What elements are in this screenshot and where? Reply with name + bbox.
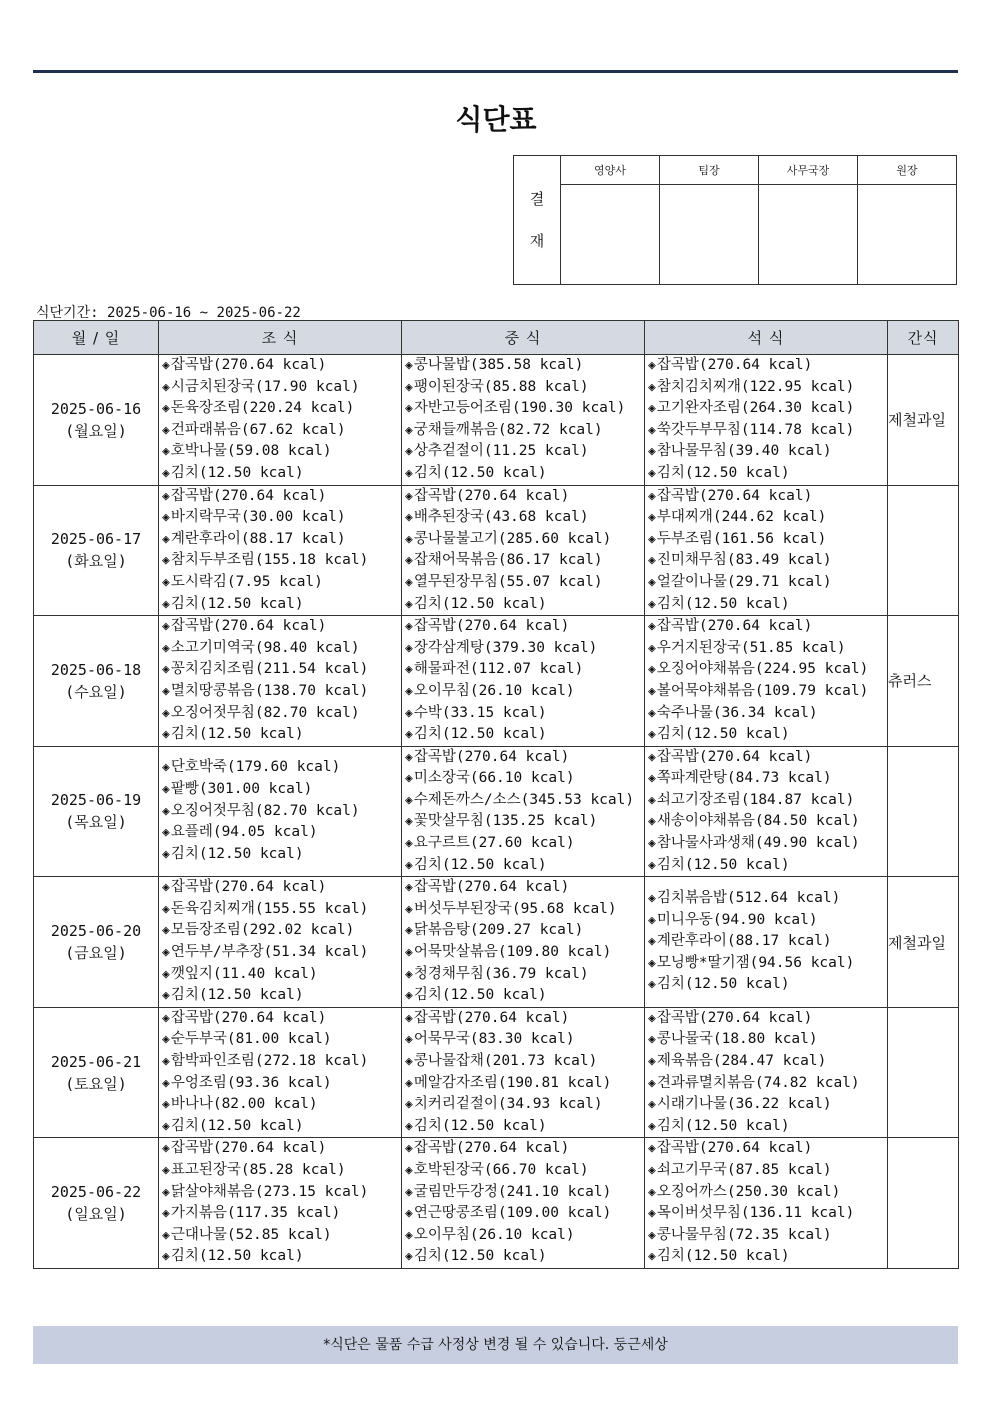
menu-item: ◈ 참치김치찌개(122.95 kcal) xyxy=(648,377,887,399)
dinner-cell xyxy=(645,355,888,486)
lunch-cell xyxy=(402,1138,645,1269)
table-row xyxy=(34,1007,959,1138)
top-divider xyxy=(33,70,958,73)
menu-item: ◈ 가지볶음(117.35 kcal) xyxy=(162,1203,401,1225)
approval-box xyxy=(513,155,957,285)
menu-item: ◈ 김치(12.50 kcal) xyxy=(648,724,887,746)
day-date: 2025-06-20 xyxy=(50,922,142,941)
approval-label xyxy=(514,156,561,285)
day-date: 2025-06-19 xyxy=(50,791,142,810)
menu-item: ◈ 잡곡밥(270.64 kcal) xyxy=(162,877,401,899)
menu-item: ◈ 김치(12.50 kcal) xyxy=(648,974,887,996)
breakfast-cell xyxy=(159,746,402,877)
menu-item: ◈ 미니우동(94.90 kcal) xyxy=(648,910,887,932)
signature-cell[interactable] xyxy=(660,185,759,285)
day-cell xyxy=(34,1138,159,1269)
menu-item: ◈ 잡곡밥(270.64 kcal) xyxy=(648,486,887,508)
breakfast-cell xyxy=(159,616,402,747)
day-weekday: (월요일) xyxy=(65,421,127,440)
menu-item: ◈ 모닝빵*딸기잼(94.56 kcal) xyxy=(648,953,887,975)
lunch-cell xyxy=(402,355,645,486)
footer-note: *식단은 물품 수급 사정상 변경 될 수 있습니다. 둥근세상 xyxy=(33,1326,958,1364)
day-weekday: (토요일) xyxy=(65,1074,127,1093)
menu-item: ◈ 김치(12.50 kcal) xyxy=(405,1246,644,1268)
header-day: 월 / 일 xyxy=(34,321,159,355)
menu-item: ◈ 김치(12.50 kcal) xyxy=(405,855,644,877)
dinner-cell xyxy=(645,616,888,747)
snack-cell xyxy=(888,746,959,877)
menu-item: ◈ 순두부국(81.00 kcal) xyxy=(162,1029,401,1051)
menu-item: ◈ 버섯두부된장국(95.68 kcal) xyxy=(405,899,644,921)
menu-item: ◈ 김치(12.50 kcal) xyxy=(405,985,644,1007)
menu-item: ◈ 시금치된장국(17.90 kcal) xyxy=(162,377,401,399)
menu-item: ◈ 궁채들깨볶음(82.72 kcal) xyxy=(405,420,644,442)
day-date: 2025-06-17 xyxy=(50,530,142,549)
table-row xyxy=(34,746,959,877)
menu-item: ◈ 배추된장국(43.68 kcal) xyxy=(405,507,644,529)
menu-item: ◈ 김치(12.50 kcal) xyxy=(405,724,644,746)
menu-item: ◈ 콩나물잡채(201.73 kcal) xyxy=(405,1051,644,1073)
dinner-cell xyxy=(645,485,888,616)
menu-item: ◈ 잡곡밥(270.64 kcal) xyxy=(405,1008,644,1030)
dinner-cell xyxy=(645,746,888,877)
menu-item: ◈ 깻잎지(11.40 kcal) xyxy=(162,964,401,986)
header-lunch: 중 식 xyxy=(402,321,645,355)
menu-item: ◈ 견과류멸치볶음(74.82 kcal) xyxy=(648,1073,887,1095)
day-cell xyxy=(34,485,159,616)
approval-role: 사무국장 xyxy=(759,156,858,185)
menu-item: ◈ 김치(12.50 kcal) xyxy=(405,463,644,485)
menu-item: ◈ 오징어젓무침(82.70 kcal) xyxy=(162,801,401,823)
lunch-cell xyxy=(402,1007,645,1138)
menu-item: ◈ 김치(12.50 kcal) xyxy=(648,463,887,485)
menu-item: ◈ 소고기미역국(98.40 kcal) xyxy=(162,638,401,660)
menu-item: ◈ 콩나물불고기(285.60 kcal) xyxy=(405,529,644,551)
menu-item: ◈ 참나물무침(39.40 kcal) xyxy=(648,441,887,463)
menu-item: ◈ 오징어야채볶음(224.95 kcal) xyxy=(648,659,887,681)
menu-item: ◈ 김치(12.50 kcal) xyxy=(162,985,401,1007)
day-date: 2025-06-21 xyxy=(50,1052,142,1071)
breakfast-cell xyxy=(159,1138,402,1269)
menu-item: ◈ 열무된장무침(55.07 kcal) xyxy=(405,572,644,594)
menu-item: ◈ 오징어까스(250.30 kcal) xyxy=(648,1182,887,1204)
menu-item: ◈ 오이무침(26.10 kcal) xyxy=(405,681,644,703)
menu-item: ◈ 도시락김(7.95 kcal) xyxy=(162,572,401,594)
day-weekday: (일요일) xyxy=(65,1205,127,1224)
breakfast-cell xyxy=(159,1007,402,1138)
menu-item: ◈ 콩나물밥(385.58 kcal) xyxy=(405,355,644,377)
breakfast-cell xyxy=(159,485,402,616)
menu-item: ◈ 참나물사과생채(49.90 kcal) xyxy=(648,833,887,855)
menu-item: ◈ 오이무침(26.10 kcal) xyxy=(405,1225,644,1247)
day-cell xyxy=(34,746,159,877)
menu-item: ◈ 치커리겉절이(34.93 kcal) xyxy=(405,1094,644,1116)
menu-item: ◈ 모듬장조림(292.02 kcal) xyxy=(162,920,401,942)
menu-item: ◈ 근대나물(52.85 kcal) xyxy=(162,1225,401,1247)
menu-item: ◈ 호박된장국(66.70 kcal) xyxy=(405,1160,644,1182)
snack-cell: 츄러스 xyxy=(888,616,959,747)
snack-cell xyxy=(888,1138,959,1269)
header-breakfast: 조 식 xyxy=(159,321,402,355)
menu-table xyxy=(33,320,959,1269)
signature-cell[interactable] xyxy=(561,185,660,285)
menu-item: ◈ 시래기나물(36.22 kcal) xyxy=(648,1094,887,1116)
menu-item: ◈ 잡채어묵볶음(86.17 kcal) xyxy=(405,550,644,572)
approval-label-bottom: 재 xyxy=(529,232,545,250)
menu-body xyxy=(34,355,959,1269)
lunch-cell xyxy=(402,877,645,1008)
menu-item: ◈ 돈육장조림(220.24 kcal) xyxy=(162,398,401,420)
menu-item: ◈ 연근땅콩조림(109.00 kcal) xyxy=(405,1203,644,1225)
menu-item: ◈ 돈육김치찌개(155.55 kcal) xyxy=(162,899,401,921)
day-cell xyxy=(34,616,159,747)
menu-item: ◈ 새송이야채볶음(84.50 kcal) xyxy=(648,811,887,833)
menu-item: ◈ 계란후라이(88.17 kcal) xyxy=(648,931,887,953)
menu-item: ◈ 닭볶음탕(209.27 kcal) xyxy=(405,920,644,942)
header-dinner: 석 식 xyxy=(645,321,888,355)
menu-item: ◈ 고기완자조림(264.30 kcal) xyxy=(648,398,887,420)
menu-item: ◈ 콩나물무침(72.35 kcal) xyxy=(648,1225,887,1247)
dinner-cell xyxy=(645,1007,888,1138)
signature-cell[interactable] xyxy=(858,185,957,285)
menu-item: ◈ 호박나물(59.08 kcal) xyxy=(162,441,401,463)
menu-item: ◈ 김치(12.50 kcal) xyxy=(162,1116,401,1138)
table-row xyxy=(34,616,959,747)
approval-role: 원장 xyxy=(858,156,957,185)
menu-item: ◈ 잡곡밥(270.64 kcal) xyxy=(162,1008,401,1030)
menu-item: ◈ 김치(12.50 kcal) xyxy=(648,594,887,616)
menu-item: ◈ 김치볶음밥(512.64 kcal) xyxy=(648,888,887,910)
menu-item: ◈ 청경채무침(36.79 kcal) xyxy=(405,964,644,986)
menu-item: ◈ 김치(12.50 kcal) xyxy=(405,1116,644,1138)
menu-item: ◈ 메알감자조림(190.81 kcal) xyxy=(405,1073,644,1095)
menu-item: ◈ 굴림만두강정(241.10 kcal) xyxy=(405,1182,644,1204)
menu-item: ◈ 진미채무침(83.49 kcal) xyxy=(648,550,887,572)
menu-item: ◈ 요구르트(27.60 kcal) xyxy=(405,833,644,855)
menu-item: ◈ 자반고등어조림(190.30 kcal) xyxy=(405,398,644,420)
menu-item: ◈ 표고된장국(85.28 kcal) xyxy=(162,1160,401,1182)
menu-item: ◈ 잡곡밥(270.64 kcal) xyxy=(648,616,887,638)
menu-item: ◈ 잡곡밥(270.64 kcal) xyxy=(648,355,887,377)
menu-item: ◈ 잡곡밥(270.64 kcal) xyxy=(648,1008,887,1030)
day-weekday: (화요일) xyxy=(65,552,127,571)
menu-item: ◈ 부대찌개(244.62 kcal) xyxy=(648,507,887,529)
menu-item: ◈ 김치(12.50 kcal) xyxy=(162,844,401,866)
day-cell xyxy=(34,1007,159,1138)
menu-item: ◈ 볼어묵야채볶음(109.79 kcal) xyxy=(648,681,887,703)
menu-item: ◈ 김치(12.50 kcal) xyxy=(648,855,887,877)
table-row xyxy=(34,877,959,1008)
menu-item: ◈ 잡곡밥(270.64 kcal) xyxy=(648,1138,887,1160)
menu-item: ◈ 수박(33.15 kcal) xyxy=(405,703,644,725)
menu-item: ◈ 김치(12.50 kcal) xyxy=(162,463,401,485)
breakfast-cell xyxy=(159,877,402,1008)
menu-item: ◈ 함박파인조림(272.18 kcal) xyxy=(162,1051,401,1073)
snack-cell xyxy=(888,485,959,616)
day-weekday: (금요일) xyxy=(65,944,127,963)
menu-item: ◈ 얼갈이나물(29.71 kcal) xyxy=(648,572,887,594)
menu-item: ◈ 수제돈까스/소스(345.53 kcal) xyxy=(405,790,644,812)
menu-item: ◈ 잡곡밥(270.64 kcal) xyxy=(405,1138,644,1160)
day-weekday: (수요일) xyxy=(65,682,127,701)
dinner-cell xyxy=(645,877,888,1008)
menu-item: ◈ 요플레(94.05 kcal) xyxy=(162,822,401,844)
menu-item: ◈ 해물파전(112.07 kcal) xyxy=(405,659,644,681)
menu-item: ◈ 미소장국(66.10 kcal) xyxy=(405,768,644,790)
menu-item: ◈ 잡곡밥(270.64 kcal) xyxy=(405,616,644,638)
menu-item: ◈ 어묵맛살볶음(109.80 kcal) xyxy=(405,942,644,964)
dinner-cell xyxy=(645,1138,888,1269)
menu-item: ◈ 우엉조림(93.36 kcal) xyxy=(162,1073,401,1095)
menu-item: ◈ 잡곡밥(270.64 kcal) xyxy=(648,747,887,769)
menu-item: ◈ 쇠고기장조림(184.87 kcal) xyxy=(648,790,887,812)
menu-item: ◈ 두부조림(161.56 kcal) xyxy=(648,529,887,551)
menu-item: ◈ 잡곡밥(270.64 kcal) xyxy=(162,355,401,377)
menu-item: ◈ 김치(12.50 kcal) xyxy=(162,724,401,746)
menu-item: ◈ 김치(12.50 kcal) xyxy=(162,594,401,616)
approval-label-top: 결 xyxy=(529,190,545,208)
menu-item: ◈ 목이버섯무침(136.11 kcal) xyxy=(648,1203,887,1225)
menu-item: ◈ 단호박죽(179.60 kcal) xyxy=(162,757,401,779)
menu-item: ◈ 건파래볶음(67.62 kcal) xyxy=(162,420,401,442)
table-row xyxy=(34,1138,959,1269)
menu-item: ◈ 어묵무국(83.30 kcal) xyxy=(405,1029,644,1051)
menu-item: ◈ 장각삼계탕(379.30 kcal) xyxy=(405,638,644,660)
menu-item: ◈ 콩나물국(18.80 kcal) xyxy=(648,1029,887,1051)
approval-role: 팀장 xyxy=(660,156,759,185)
snack-cell xyxy=(888,1007,959,1138)
menu-item: ◈ 쪽파계란탕(84.73 kcal) xyxy=(648,768,887,790)
menu-item: ◈ 꽃맛살무침(135.25 kcal) xyxy=(405,811,644,833)
menu-item: ◈ 잡곡밥(270.64 kcal) xyxy=(162,1138,401,1160)
day-date: 2025-06-22 xyxy=(50,1183,142,1202)
menu-item: ◈ 닭살야채볶음(273.15 kcal) xyxy=(162,1182,401,1204)
menu-item: ◈ 팽이된장국(85.88 kcal) xyxy=(405,377,644,399)
menu-item: ◈ 바나나(82.00 kcal) xyxy=(162,1094,401,1116)
table-row xyxy=(34,355,959,486)
snack-cell: 제철과일 xyxy=(888,877,959,1008)
snack-cell: 제철과일 xyxy=(888,355,959,486)
menu-item: ◈ 김치(12.50 kcal) xyxy=(405,594,644,616)
signature-cell[interactable] xyxy=(759,185,858,285)
menu-item: ◈ 김치(12.50 kcal) xyxy=(162,1246,401,1268)
menu-item: ◈ 팥빵(301.00 kcal) xyxy=(162,779,401,801)
menu-item: ◈ 상추겉절이(11.25 kcal) xyxy=(405,441,644,463)
menu-item: ◈ 참치두부조림(155.18 kcal) xyxy=(162,550,401,572)
breakfast-cell xyxy=(159,355,402,486)
menu-item: ◈ 연두부/부추장(51.34 kcal) xyxy=(162,942,401,964)
menu-item: ◈ 제육볶음(284.47 kcal) xyxy=(648,1051,887,1073)
menu-item: ◈ 우거지된장국(51.85 kcal) xyxy=(648,638,887,660)
menu-item: ◈ 잡곡밥(270.64 kcal) xyxy=(162,486,401,508)
menu-item: ◈ 잡곡밥(270.64 kcal) xyxy=(405,747,644,769)
page-title: 식단표 xyxy=(455,103,537,136)
lunch-cell xyxy=(402,485,645,616)
menu-item: ◈ 멸치땅콩볶음(138.70 kcal) xyxy=(162,681,401,703)
day-date: 2025-06-16 xyxy=(50,399,142,418)
menu-item: ◈ 계란후라이(88.17 kcal) xyxy=(162,529,401,551)
menu-item: ◈ 바지락무국(30.00 kcal) xyxy=(162,507,401,529)
day-weekday: (목요일) xyxy=(65,813,127,832)
menu-item: ◈ 쇠고기무국(87.85 kcal) xyxy=(648,1160,887,1182)
lunch-cell xyxy=(402,616,645,747)
menu-item: ◈ 오징어젓무침(82.70 kcal) xyxy=(162,703,401,725)
header-snack: 간식 xyxy=(888,321,959,355)
menu-item: ◈ 쑥갓두부무침(114.78 kcal) xyxy=(648,420,887,442)
menu-item: ◈ 잡곡밥(270.64 kcal) xyxy=(405,877,644,899)
menu-item: ◈ 숙주나물(36.34 kcal) xyxy=(648,703,887,725)
menu-item: ◈ 김치(12.50 kcal) xyxy=(648,1246,887,1268)
day-cell xyxy=(34,877,159,1008)
menu-item: ◈ 잡곡밥(270.64 kcal) xyxy=(162,616,401,638)
approval-role: 영양사 xyxy=(561,156,660,185)
day-cell xyxy=(34,355,159,486)
day-date: 2025-06-18 xyxy=(50,660,142,679)
menu-item: ◈ 꽁치김치조림(211.54 kcal) xyxy=(162,659,401,681)
menu-item: ◈ 잡곡밥(270.64 kcal) xyxy=(405,486,644,508)
lunch-cell xyxy=(402,746,645,877)
menu-item: ◈ 김치(12.50 kcal) xyxy=(648,1116,887,1138)
menu-period: 식단기간: 2025-06-16 ~ 2025-06-22 xyxy=(36,302,307,323)
table-row xyxy=(34,485,959,616)
